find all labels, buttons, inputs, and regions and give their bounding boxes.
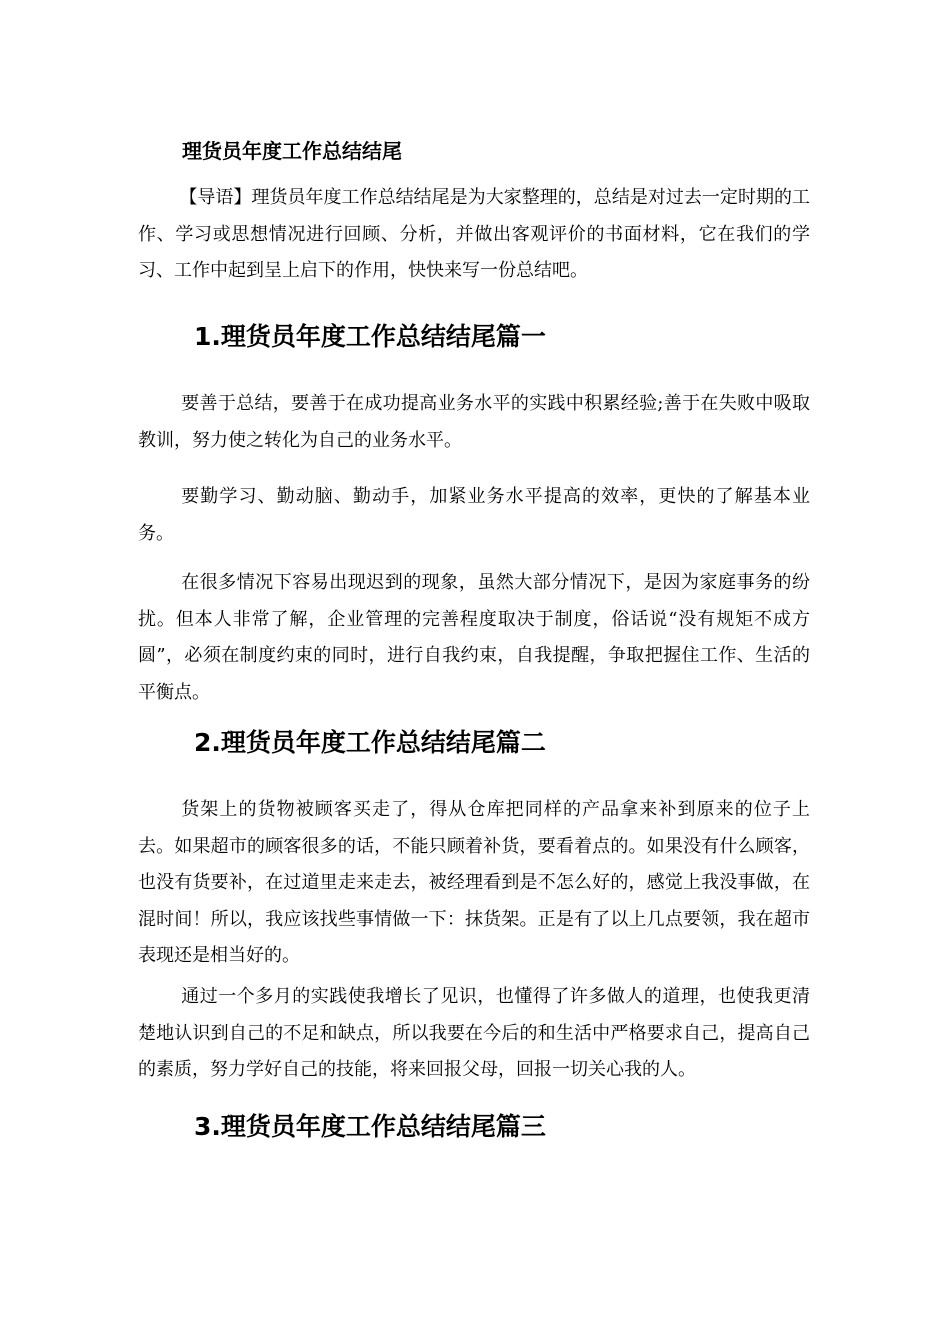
- section-1-paragraph-1: 要善于总结，要善于在成功提高业务水平的实践中积累经验;善于在失败中吸取教训，努力使之转化为自己的业务水平。: [138, 393, 810, 451]
- section-1-paragraph-2: 要勤学习、勤动脑、勤动手，加紧业务水平提高的效率，更快的了解基本业务。: [138, 486, 810, 544]
- section-2-paragraph-1: 货架上的货物被顾客买走了，得从仓库把同样的产品拿来补到原来的位子上去。如果超市的顾客很多的话，不能只顾着补货，要看着点的。如果没有什么顾客，也没有货要补，在过道里走来走去，被经理看到是不怎么好的，感觉上我没事做，在混时间！所以，我应该找些事情做一下：抹货架。正是有了以上几点要领，我在超市表现还是相当好的。: [138, 799, 810, 966]
- intro-paragraph: 【导语】理货员年度工作总结结尾是为大家整理的，总结是对过去一定时期的工作、学习或思想情况进行回顾、分析，并做出客观评价的书面材料，它在我们的学习、工作中起到呈上启下的作用，快快来写一份总结吧。: [138, 187, 810, 281]
- section-1-paragraph-3: 在很多情况下容易出现迟到的现象，虽然大部分情况下，是因为家庭事务的纷扰。但本人非常了解，企业管理的完善程度取决于制度，俗话说“没有规矩不成方圆”，必须在制度约束的同时，进行自我约束，自我提醒，争取把握住工作、生活的平衡点。: [138, 572, 810, 703]
- section-heading-1: 1.理货员年度工作总结结尾篇一: [194, 322, 546, 351]
- section-heading-2: 2.理货员年度工作总结结尾篇二: [194, 728, 546, 757]
- section-2-paragraph-2: 通过一个多月的实践使我增长了见识，也懂得了许多做人的道理，也使我更清楚地认识到自己的不足和缺点，所以我要在今后的和生活中严格要求自己，提高自己的素质，努力学好自己的技能，将来回报父母，回报一切关心我的人。: [138, 986, 810, 1080]
- section-heading-3: 3.理货员年度工作总结结尾篇三: [194, 1112, 546, 1141]
- document-title: 理货员年度工作总结结尾: [182, 139, 402, 163]
